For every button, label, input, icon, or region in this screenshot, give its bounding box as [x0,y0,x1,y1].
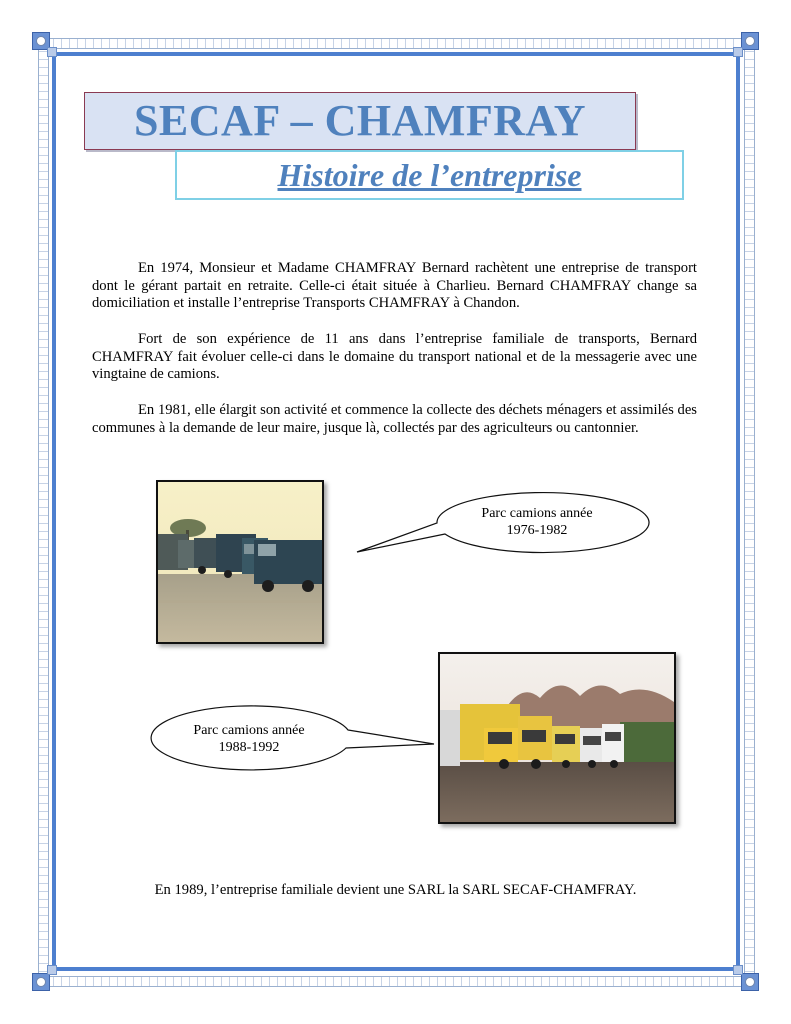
callout-2-text [156,722,342,756]
callout-1-line2: 1976-1982 [506,523,568,538]
truck-fleet-photo-1988 [438,652,676,824]
page-title: SECAF – CHAMFRAY [133,96,587,145]
callout-1-text [444,505,630,539]
paragraph-experience: Fort de son expérience de 11 ans dans l’entreprise familiale de transports, Bernard CHAMFRAY fait évoluer celle-ci dans le domaine du transport national et de la messagerie avec une vingtaine de camions. [92,331,697,382]
callout-1-line1: Parc camions année [481,506,593,521]
callout-2-line1: Parc camions année [193,723,305,738]
page-subtitle: Histoire de l’entreprise [277,157,582,193]
callout-2-line2: 1988-1992 [218,740,280,755]
paragraph-1981: En 1981, elle élargit son activité et commence la collecte des déchets ménagers et assimilés des communes à la demande de leur maire, jusque là, collectés par des agriculteurs ou cantonnier. [92,402,697,436]
paragraph-1974: En 1974, Monsieur et Madame CHAMFRAY Bernard rachètent une entreprise de transport dont le gérant partait en retraite. Celle-ci était située à Charlieu. Bernard CHAMFRAY change sa domiciliation et installe l’entreprise Transports CHAMFRAY à Chandon. [92,260,697,311]
sarl-announcement: En 1989, l’entreprise familiale devient une SARL la SARL SECAF-CHAMFRAY. [154,882,637,898]
truck-fleet-photo-1976 [156,480,324,644]
